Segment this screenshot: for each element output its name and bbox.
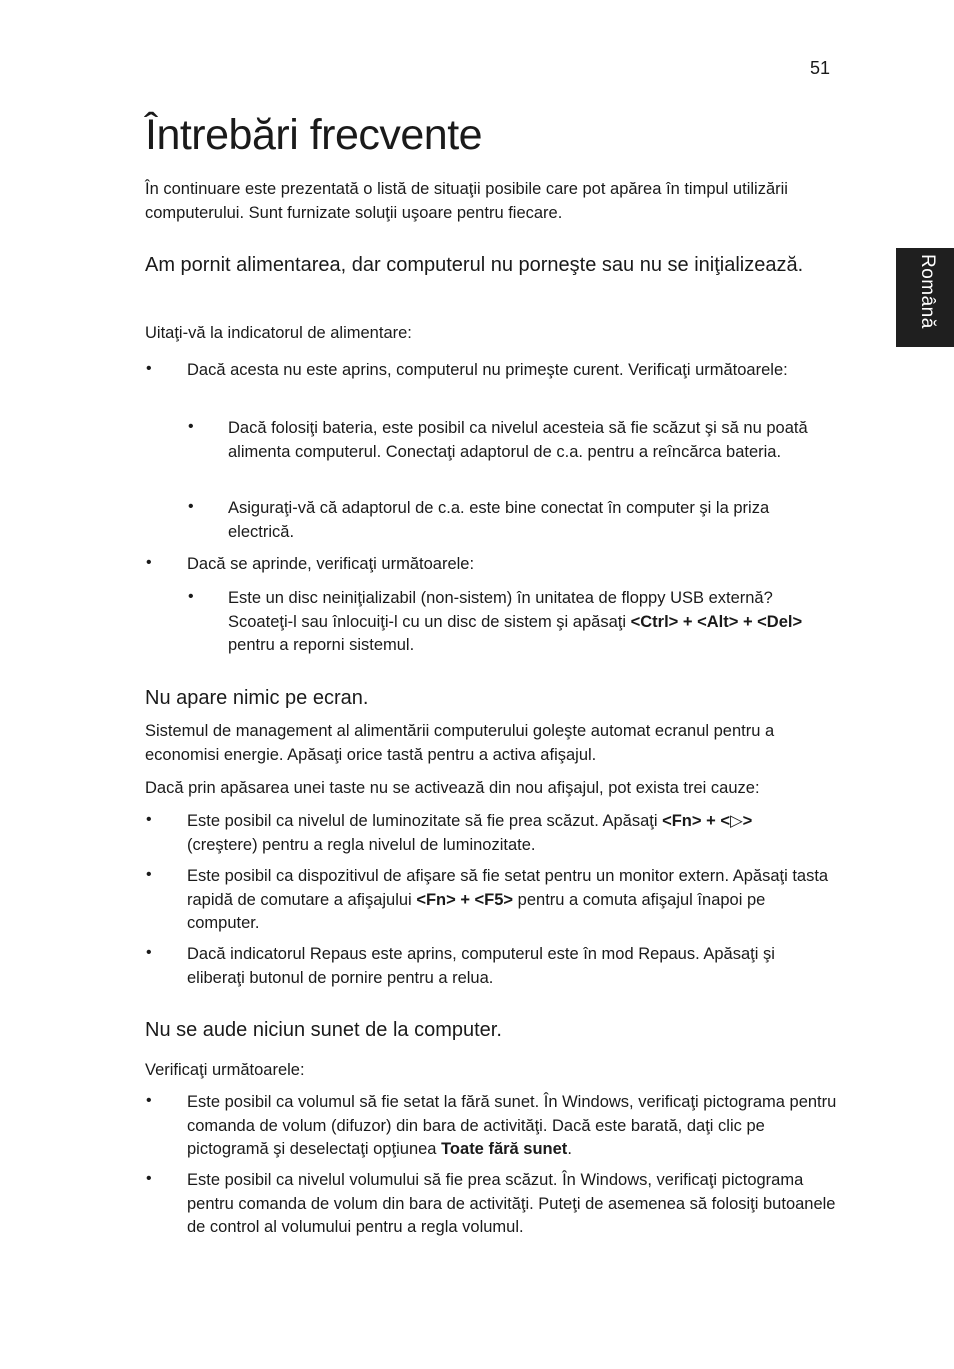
list-item-text: Este un disc neiniţializabil (non-sistem) în unitatea de floppy USB externă? Scoateţi-l sau înlocuiţi-l cu un disc de sistem şi apăsaţi — [228, 589, 773, 631]
section1-lead: Uitaţi-vă la indicatorul de alimentare: — [145, 324, 412, 342]
list-item-text: Este posibil ca volumul să fie setat la fără sunet. În Windows, verificaţi pictograma pentru comanda de volum (difuzor) din bara de activităţi. Dacă este barată, daţi clic pe pictogramă şi deselectaţi opţiunea — [187, 1093, 837, 1158]
list-item — [187, 810, 837, 857]
list-item: Dacă acesta nu este aprins, computerul nu primeşte curent. Verificaţi următoarele: — [187, 361, 788, 379]
list-item — [228, 587, 833, 658]
bullet-marker: • — [146, 866, 152, 883]
language-tab — [896, 248, 954, 347]
bullet-marker: • — [146, 811, 152, 828]
list-item-text: Este posibil ca dispozitivul de afişare să fie setat pentru un monitor extern. Apăsaţi tasta rapidă de comutare a afişajului — [187, 867, 829, 909]
page-number: 51 — [809, 58, 830, 78]
key-combo: <Fn> + <▷> — [662, 812, 753, 830]
list-item: Dacă se aprinde, verificaţi următoarele: — [187, 555, 475, 573]
list-item: Este posibil ca nivelul volumului să fie prea scăzut. În Windows, verificaţi pictograma pentru comanda de volum din bara de activităţi. Puteţi de asemenea să folosiţi butoanele de control al volumului pentru a regla volumul. — [187, 1171, 836, 1236]
key-combo: <Fn> + <F5> — [416, 890, 514, 909]
list-item-text: . — [567, 1140, 572, 1158]
section2-heading: Nu apare nimic pe ecran. — [145, 687, 369, 709]
bullet-marker: • — [146, 554, 152, 571]
page-title: Întrebări frecvente — [145, 111, 483, 159]
intro-paragraph: În continuare este prezentată o listă de situaţii posibile care pot apărea în timpul utilizării computerului. Sunt furnizate soluţii uşoare pentru fiecare. — [145, 180, 788, 222]
language-tab-label: Română — [917, 254, 938, 329]
section2-paragraph-1: Sistemul de management al alimentării computerului goleşte automat ecranul pentru a economisi energie. Apăsaţi orice tastă pentru a activa afişajul. — [145, 722, 775, 764]
list-item: Asiguraţi-vă că adaptorul de c.a. este bine conectat în computer şi la priza electrică. — [228, 499, 770, 541]
bullet-marker: • — [146, 1170, 152, 1187]
bullet-marker: • — [188, 418, 194, 435]
bullet-marker: • — [146, 944, 152, 961]
list-item: Dacă indicatorul Repaus este aprins, computerul este în mod Repaus. Apăsaţi şi eliberaţi butonul de pornire pentru a relua. — [187, 945, 775, 987]
list-item: Dacă folosiţi bateria, este posibil ca nivelul acesteia să fie scăzut şi să nu poată alimenta computerul. Conectaţi adaptorul de c.a. pentru a reîncărca bateria. — [228, 419, 808, 461]
list-item — [187, 865, 837, 936]
key-combo: <Ctrl> + <Alt> + <Del> — [630, 612, 803, 631]
list-item-text: pentru a reporni sistemul. — [228, 636, 415, 654]
option-name: Toate fără sunet — [441, 1140, 568, 1158]
list-item — [187, 1091, 837, 1162]
list-item-text: pentru a comuta afişajul înapoi pe computer. — [187, 890, 766, 932]
section3-heading: Nu se aude niciun sunet de la computer. — [145, 1019, 502, 1041]
section3-lead: Verificaţi următoarele: — [145, 1061, 305, 1079]
list-item-text: Este posibil ca nivelul de luminozitate să fie prea scăzut. Apăsaţi — [187, 812, 663, 830]
bullet-marker: • — [146, 1092, 152, 1109]
bullet-marker: • — [146, 360, 152, 377]
bullet-marker: • — [188, 588, 194, 605]
section1-heading: Am pornit alimentarea, dar computerul nu porneşte sau nu se iniţializează. — [145, 254, 804, 276]
bullet-marker: • — [188, 498, 194, 515]
list-item-text: (creştere) pentru a regla nivelul de luminozitate. — [187, 835, 536, 854]
section2-paragraph-2: Dacă prin apăsarea unei taste nu se activează din nou afişajul, pot exista trei cauze: — [145, 779, 760, 797]
